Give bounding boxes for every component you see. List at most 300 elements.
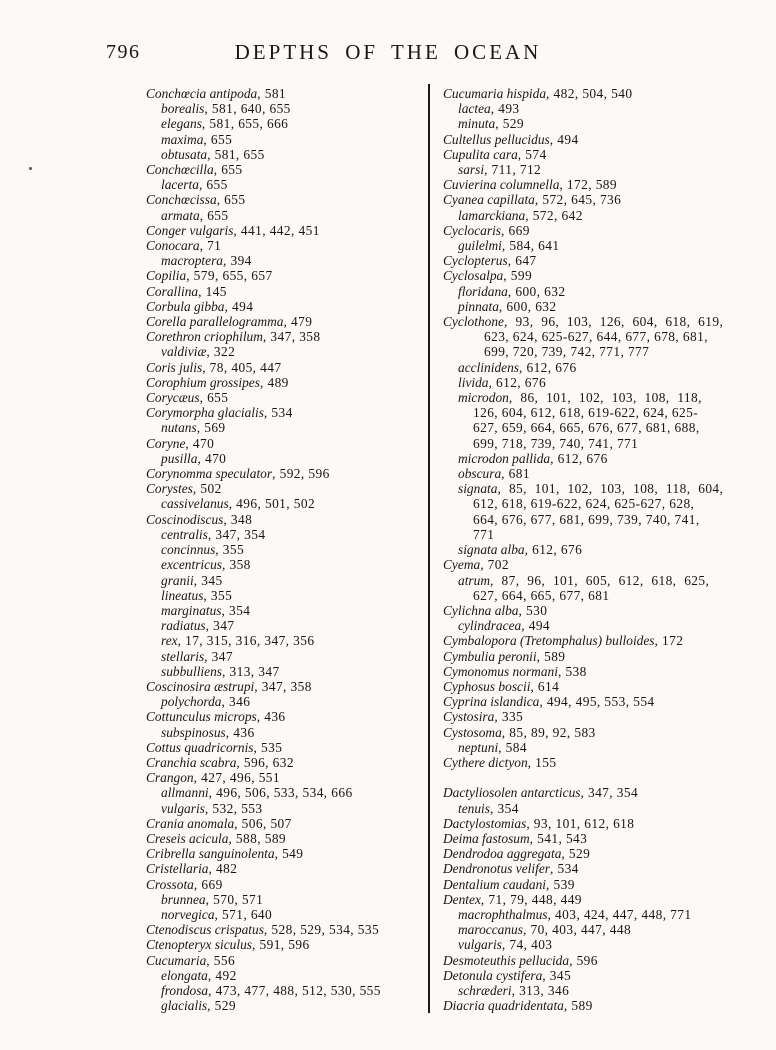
index-subentry [146,801,418,816]
index-subentry [146,147,418,162]
page-references: , 394 [222,253,252,269]
index-subentry [443,466,749,481]
page-references: , 313, 347 [222,663,280,679]
taxon-name: signata alba [458,542,525,558]
page-references: , 87, 96, 101, 605, 612, 618, 625, [490,572,710,588]
page-references: , 354 [490,800,519,816]
page-references: , 403, 424, 447, 448, 771 [547,906,692,922]
index-subentry [146,542,418,557]
page-references: , 347 [205,618,235,634]
taxon-name: vulgaris [161,800,205,816]
page-references: , 71 [199,238,222,254]
taxon-name: pinnata [458,298,499,314]
index-entry [146,86,418,101]
index-subentry [443,375,749,390]
taxon-name: Deima fastosum [443,830,530,846]
index-subentry [443,451,749,466]
taxon-name: lacerta [161,177,199,193]
index-continuation-line [443,420,749,435]
index-entry [443,846,749,861]
index-subentry [146,694,418,709]
page-references: , 70, 403, 447, 448 [522,922,632,938]
taxon-name: obscura [458,466,502,482]
taxon-name: Corallina [146,283,199,299]
page-references: 627, 664, 665, 677, 681 [473,587,610,603]
taxon-name: Corethron criophilum [146,329,263,345]
index-entry [443,557,749,572]
taxon-name: Cymbulia peronii [443,648,537,664]
taxon-name: Coscinosira æstrupi [146,678,255,694]
page-references: , 584, 641 [501,238,560,254]
index-continuation-line [443,329,749,344]
index-subentry [146,618,418,633]
column-divider-rule [428,84,430,1013]
index-subentry [146,451,418,466]
page-references: , 494 [224,298,254,314]
page-references: , 93, 96, 103, 126, 604, 618, 619, [503,314,724,330]
index-subentry [146,998,418,1013]
index-entry [443,785,749,800]
page-references: 612, 618, 619-622, 624, 625-627, 628, [473,496,695,512]
index-subentry [146,208,418,223]
index-entry [443,679,749,694]
page-references: , 589 [563,998,593,1014]
page-references: , 355 [203,587,233,603]
page-references: , 479 [283,314,313,330]
taxon-name: Cribrella sanguinolenta [146,846,275,862]
taxon-name: cylindracea [458,618,522,634]
index-subentry [443,907,749,922]
index-entry [146,299,418,314]
index-subentry [443,983,749,998]
taxon-name: Creseis acicula [146,830,229,846]
taxon-name: Cystosoma [443,724,502,740]
index-entry [443,725,749,740]
index-subentry [443,922,749,937]
page-references: , 581, 655, 666 [201,116,289,132]
page-references: , 581, 640, 655 [204,101,291,117]
taxon-name: Corbula gibba [146,298,225,314]
page-references: , 589 [536,648,566,664]
taxon-name: polychorda [161,694,222,710]
taxon-name: Conchœcilla [146,162,214,178]
index-entry [146,238,418,253]
page-references: , 588, 589 [228,830,287,846]
index-subentry [146,557,418,572]
taxon-name: obtusata [161,146,208,162]
index-entry [443,132,749,147]
index-entry [443,755,749,770]
taxon-name: elegans [161,116,202,132]
page-references: , 541, 543 [529,830,588,846]
page-references: , 441, 442, 451 [233,222,320,238]
taxon-name: lineatus [161,587,204,603]
taxon-name: microdon [458,390,509,406]
page-references: , 581 [257,86,287,101]
taxon-name: macroptera [161,253,223,269]
taxon-name: valdiviæ [161,344,207,360]
index-entry [443,831,749,846]
index-subentry [146,603,418,618]
page-number: 796 [106,41,141,63]
taxon-name: Conger vulgaris [146,222,234,238]
index-subentry [443,208,749,223]
taxon-name: Cucumaria [146,952,207,968]
page-references: , 347 [204,648,233,664]
taxon-name: Corella parallelogramma [146,314,284,330]
taxon-name: Conchœcissa [146,192,217,208]
index-subentry [146,496,418,511]
index-entry [146,709,418,724]
index-subentry [443,542,749,557]
page-references: , 579, 655, 657 [186,268,273,284]
page-references: , 496, 506, 533, 534, 666 [208,785,353,801]
page-references: , 470 [185,435,215,451]
index-entry [146,512,418,527]
taxon-name: granii [161,572,194,588]
taxon-name: marginatus [161,602,222,618]
running-head-title: DEPTHS OF THE OCEAN [234,40,542,64]
page-references: , 145 [198,283,227,299]
taxon-name: allmanni [161,785,209,801]
taxon-name: Cyprina islandica [443,694,540,710]
index-subentry [443,390,749,405]
index-entry [443,633,749,648]
index-continuation-line [443,405,749,420]
index-entry [146,831,418,846]
taxon-name: Cymbalopora (Tretomphalus) bulloides [443,633,655,649]
index-entry [146,360,418,375]
taxon-name: Cultellus pellucidus [443,131,550,147]
index-entry [443,953,749,968]
taxon-name: Dactyliosolen antarcticus [443,785,581,801]
taxon-name: rex [161,633,178,649]
page-references: , 172, 589 [559,177,617,193]
index-entry [443,861,749,876]
page-references: , 470 [197,450,227,466]
index-entry [146,329,418,344]
page-references: , 600, 632 [507,283,566,299]
index-column-left [146,86,418,1013]
index-entry [443,192,749,207]
index-subentry [443,101,749,116]
taxon-name: Cythere dictyon [443,754,528,770]
taxon-name: Cranchia scabra [146,754,237,770]
page-references: , 78, 405, 447 [202,359,282,375]
page-references: , 482 [208,861,238,877]
index-subentry [146,420,418,435]
page-references: 126, 604, 612, 618, 619-622, 624, 625- [473,405,699,421]
taxon-name: acclinidens [458,359,519,375]
taxon-name: frondosa [161,982,209,998]
page-references: , 71, 79, 448, 449 [480,891,582,907]
page-references: , 534 [263,405,293,421]
page-references: , 538 [557,663,587,679]
index-subentry [146,116,418,131]
taxon-name: Desmoteuthis pellucida [443,952,570,968]
taxon-name: Cyphosus boscii [443,678,531,694]
taxon-name: concinnus [161,542,216,558]
index-subentry [146,892,418,907]
page-references: , 529 [207,998,236,1014]
index-subentry [146,983,418,998]
page-references: , 711, 712 [484,162,542,178]
section-gap [443,770,749,785]
taxon-name: Cucumaria hispida [443,86,547,101]
taxon-name: Cristellaria [146,861,209,877]
page-references: , 669 [193,876,223,892]
page-references: , 669 [501,222,530,238]
page-references: , 655 [198,177,228,193]
page-references: , 655 [216,192,246,208]
page-references: , 494, 495, 553, 554 [539,694,655,710]
index-entry [146,922,418,937]
index-subentry [443,284,749,299]
index-subentry [146,132,418,147]
page-references: , 347, 354 [207,526,266,542]
index-entry [443,177,749,192]
page-references: 699, 720, 739, 742, 771, 777 [484,344,650,360]
page-references: , 155 [527,754,557,770]
taxon-name: Cyema [443,557,481,573]
page-references: , 427, 496, 551 [193,770,280,786]
page-references: , 571, 640 [214,906,273,922]
taxon-name: armata [161,207,200,223]
page-references: , 335 [494,709,524,725]
page-references: , 347, 354 [580,785,639,801]
page-references: , 596, 632 [236,754,294,770]
taxon-name: microdon pallida [458,450,551,466]
page-references: , 655 [199,390,229,406]
index-entry [443,664,749,679]
index-subentry [443,740,749,755]
index-subentry [443,937,749,952]
taxon-name: Corophium grossipes [146,374,260,390]
page-references: , 506, 507 [234,815,292,831]
index-entry [146,861,418,876]
taxon-name: guilelmi [458,238,502,254]
page-references: , 655 [213,162,243,178]
index-subentry [146,527,418,542]
page-references: , 313, 346 [511,982,570,998]
page-references: , 348 [223,511,253,527]
taxon-name: floridana [458,283,508,299]
taxon-name: tenuis [458,800,490,816]
index-subentry [443,481,749,496]
page-references: , 612, 676 [488,374,547,390]
index-entry [146,162,418,177]
taxon-name: brunnea [161,891,206,907]
taxon-name: Ctenopteryx siculus [146,937,252,953]
index-entry [146,466,418,481]
taxon-name: Cymonomus normani [443,663,558,679]
index-entry [146,679,418,694]
page-references: , 581, 655 [207,146,265,162]
page-references: , 556 [206,952,236,968]
page-references: , 528, 529, 534, 535 [263,922,380,938]
page-references: 627, 659, 664, 665, 676, 677, 681, 688, [473,420,700,436]
taxon-name: atrum [458,572,490,588]
index-subentry [146,649,418,664]
taxon-name: subbulliens [161,663,223,679]
page-references: , 681 [501,466,530,482]
taxon-name: Cyclothone [443,314,504,330]
index-entry [146,375,418,390]
taxon-name: Conocara [146,238,200,254]
page-references: , 347, 358 [262,329,321,345]
page-references: , 489 [259,374,289,390]
index-continuation-line [443,512,749,527]
taxon-name: excentricus [161,557,222,573]
page-references: , 492 [207,967,237,983]
index-subentry [146,253,418,268]
taxon-name: Cyclocaris [443,222,502,238]
page-references: , 612, 676 [550,450,608,466]
taxon-name: livida [458,374,489,390]
page-references: , 702 [480,557,509,573]
taxon-name: Crania anomala [146,815,235,831]
taxon-name: Copilia [146,268,187,284]
page-references: , 572, 642 [525,207,583,223]
taxon-name: glacialis [161,998,208,1014]
taxon-name: Cottunculus microps [146,709,257,725]
index-entry [146,405,418,420]
page-references: , 436 [225,724,255,740]
page-references: 664, 676, 677, 681, 699, 739, 740, 741, [473,511,700,527]
taxon-name: Crossota [146,876,194,892]
taxon-name: Crangon [146,770,194,786]
page-references: , 172 [654,633,684,649]
taxon-name: Coris julis [146,359,203,375]
taxon-name: elongata [161,967,208,983]
index-entry [443,649,749,664]
taxon-name: Diacria quadridentata [443,998,564,1014]
page-references: , 354 [221,602,251,618]
page-references: , 549 [274,846,304,862]
index-subentry [146,725,418,740]
taxon-name: Corynomma speculator [146,466,273,482]
taxon-name: cassivelanus [161,496,229,512]
index-entry [443,223,749,238]
page-references: , 600, 632 [498,298,557,314]
page-references: , 346 [221,694,251,710]
page-references: , 647 [507,253,537,269]
taxon-name: Dendrodoa aggregata [443,846,562,862]
page-references: , 574 [517,146,547,162]
page-references: , 599 [503,268,533,284]
index-entry [146,314,418,329]
index-entry [146,755,418,770]
taxon-name: signata [458,481,498,497]
taxon-name: neptuni [458,739,499,755]
index-subentry [146,907,418,922]
taxon-name: Corystes [146,481,193,497]
taxon-name: Conchœcia antipoda [146,86,258,101]
taxon-name: Dentalium caudani [443,876,547,892]
index-continuation-line [443,496,749,511]
page-references: , 482, 504, 540 [546,86,633,101]
index-entry [443,709,749,724]
index-subentry [146,573,418,588]
page-references: , 655 [199,207,229,223]
page-references: , 347, 358 [254,678,312,694]
index-entry [443,147,749,162]
taxon-name: radiatus [161,618,206,634]
taxon-name: macrophthalmus [458,906,548,922]
page-references: , 496, 501, 502 [228,496,316,512]
index-continuation-line [443,436,749,451]
page-references: , 655 [203,131,233,147]
page-references: , 473, 477, 488, 512, 530, 555 [208,982,381,998]
taxon-name: vulgaris [458,937,502,953]
index-subentry [146,344,418,359]
taxon-name: Coryne [146,435,186,451]
page-references: , 74, 403 [501,937,553,953]
index-entry [146,268,418,283]
taxon-name: lactea [458,101,491,117]
page-references: , 436 [256,709,286,725]
index-entry [146,770,418,785]
taxon-name: borealis [161,101,205,117]
page-references: , 494 [549,131,579,147]
index-entry [443,892,749,907]
taxon-name: norvegica [161,906,215,922]
index-subentry [146,101,418,116]
page-references: , 535 [253,739,283,755]
page-references: , 532, 553 [204,800,263,816]
index-entry [146,481,418,496]
taxon-name: Dentex [443,891,481,907]
index-subentry [443,573,749,588]
index-column-right [443,86,749,1013]
print-artifact-dot [29,167,32,170]
page-references: , 529 [495,116,524,132]
taxon-name: Dactylostomias [443,815,527,831]
index-subentry [146,633,418,648]
index-entry [146,937,418,952]
index-subentry [443,162,749,177]
taxon-name: maxima [161,131,204,147]
page-references: , 529 [561,846,591,862]
page-references: , 592, 596 [272,466,330,482]
taxon-name: Dendronotus velifer [443,861,550,877]
index-entry [443,877,749,892]
index-subentry [146,588,418,603]
taxon-name: stellaris [161,648,205,664]
taxon-name: Corycæus [146,390,200,406]
taxon-name: Detonula cystifera [443,967,543,983]
index-subentry [146,785,418,800]
index-entry [146,877,418,892]
index-entry [443,998,749,1013]
index-subentry [443,618,749,633]
index-continuation-line [443,588,749,603]
index-entry [146,192,418,207]
index-subentry [443,360,749,375]
page-references: , 322 [206,344,236,360]
page-references: , 85, 89, 92, 583 [501,724,596,740]
index-continuation-line [443,344,749,359]
taxon-name: subspinosus [161,724,226,740]
page-references: , 502 [192,481,222,497]
taxon-name: Cylichna alba [443,602,519,618]
page-references: , 93, 101, 612, 618 [526,815,635,831]
index-entry [443,816,749,831]
page-references: , 614 [530,678,560,694]
page-references: , 584 [498,739,527,755]
page-references: 771 [473,526,495,542]
page-references: , 569 [196,420,226,436]
